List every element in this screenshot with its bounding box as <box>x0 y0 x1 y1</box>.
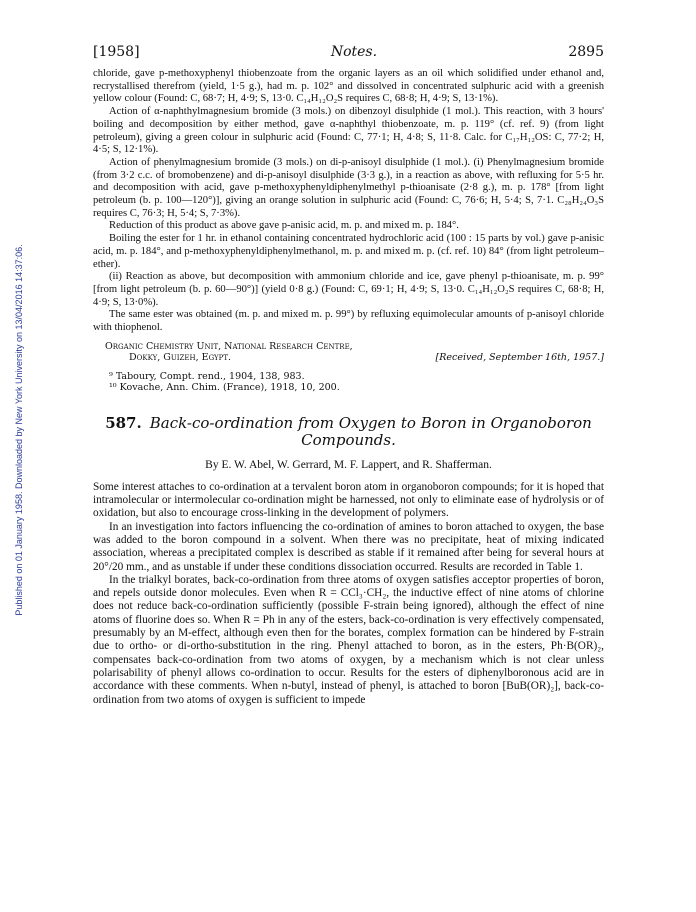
paragraph: chloride, gave p-methoxyphenyl thiobenzoate from the organic layers as an oil which solidified under ethanol and, recrystallised therefrom (yield, 1·5 g.), had m. p. 102° and dissolved in concentrated sulphuric acid with a greenish yellow colour (Found: C, 68·7; H, 4·9; S, 13·0. C₁₄H₁₂O₂S requires C, 68·8; H, 4·9; S, 13·1%). <box>93 68 604 105</box>
running-header <box>93 44 604 60</box>
paragraph: Boiling the ester for 1 hr. in ethanol containing concentrated hydrochloric acid (100 : 15 parts by vol.) gave p-anisic acid, m. p. 184°, and p-methoxyphenyldiphenylmethanol, m. p. and mixed m. p. (cf. ref. 10) 84° (from light petroleum–ether). <box>93 233 604 270</box>
header-year: [1958] <box>93 44 140 60</box>
paragraph: Action of α-naphthylmagnesium bromide (3 mols.) on dibenzoyl disulphide (1 mol.). This reaction, with 3 hours' boiling and decomposition by either method, gave α-naphthyl thiobenzoate, m. p. 119° (cf. ref. 9) (from light petroleum), giving a green colour in sulphuric acid (Found: C, 77·1; H, 4·8; S, 11·8. Calc. for C₁₇H₁₂OS: C, 77·2; H, 4·5; S, 12·1%). <box>93 106 604 156</box>
article-number: 587. <box>105 413 142 432</box>
paragraph: Reduction of this product as above gave p-anisic acid, m. p. and mixed m. p. 184°. <box>109 220 459 232</box>
paragraph: In an investigation into factors influencing the co-ordination of amines to boron attached to oxygen, the base was added to the boron compound in a solvent. When there was no precipitate, heat of mixing indicated association, whereas a precipitated complex is described as stable if it remained after being for several hours at 20°/20 mm., and as unstable if under these conditions dissociation occurred. Results are recorded in Table 1. <box>93 520 604 573</box>
article-authors: By E. W. Abel, W. Gerrard, M. F. Lappert, and R. Shafferman. <box>205 458 492 471</box>
affiliation-address <box>93 341 353 363</box>
reference-item: ¹⁰ Kovache, Ann. Chim. (France), 1918, 10, 200. <box>109 381 340 393</box>
affiliation <box>93 341 604 363</box>
references <box>93 371 604 393</box>
reference-item: ⁹ Taboury, Compt. rend., 1904, 138, 983. <box>109 370 305 382</box>
article-title <box>93 415 604 449</box>
header-title: Notes. <box>330 44 378 60</box>
paragraph: Action of phenylmagnesium bromide (3 mols.) on di-p-anisoyl disulphide (1 mol.). (i) Phenylmagnesium bromide (from 3·2 c.c. of bromobenzene) and di-p-anisoyl disulphide (3·3 g.), in a reaction as above, with refluxing for 5·5 hr. and decomposition with acid, gave p-methoxyphenyldiphenylmethyl p-thioanisate (2·8 g.), m. p. 178° [from light petroleum (b. p. 100—120°)], giving an orange solution in sulphuric acid (Found: C, 76·6; H, 5·4; S, 7·1. C₂₈H₂₄O₃S requires C, 76·3; H, 5·4; S, 7·3%). <box>93 156 604 219</box>
header-page-number: 2895 <box>568 44 604 60</box>
page <box>93 44 604 707</box>
previous-article-tail <box>93 68 604 335</box>
received-date: [Received, September 16th, 1957.] <box>435 351 604 363</box>
paragraph: The same ester was obtained (m. p. and mixed m. p. 99°) by refluxing equimolecular amounts of p-anisoyl chloride with thiophenol. <box>93 309 604 334</box>
paragraph: Some interest attaches to co-ordination at a tervalent boron atom in organoboron compounds; for it is hoped that intramolecular or intermolecular co-ordination might be harnessed, not only to eliminate ease of hydrolysis or of oxidation, but also to encourage cross-linking in the development of polymers. <box>93 480 604 520</box>
affiliation-line: Organic Chemistry Unit, National Research Centre, <box>105 340 353 352</box>
paragraph: (ii) Reaction as above, but decomposition with ammonium chloride and ice, gave phenyl p-thioanisate, m. p. 99° [from light petroleum (b. p. 60—90°)] (yield 0·8 g.) (Found: C, 69·1; H, 4·9; S, 13·0. C₁₄H₁₂O₂S requires C, 68·8; H, 4·9; S, 13·0%). <box>93 271 604 308</box>
download-notice-sidebar <box>0 150 24 710</box>
paragraph: In the trialkyl borates, back-co-ordination from three atoms of oxygen satisfies acceptor properties of boron, and repels outside donor molecules. Even when R = CCl₃·CH₂, the inductive effect of nine atoms of chlorine does not reduce back-co-ordination sufficiently (possible F-strain being ignored), although the effect of nine atoms of fluorine does so. When R = Ph in any of the esters, back-co-ordination is very effectively compensated, presumably by an M-effect, although even then for the borates, complex formation can be hindered by F-strain due to ortho- or di-ortho-substitution in the ring. Phenyl attached to boron, as in the esters, Ph·B(OR)₂, compensates back-co-ordination from two atoms of oxygen, by a mechanism which is not clear unless polarisability of phenyl allows co-ordination to occur. Results for the esters of diphenylboronous acid are in accordance with these comments. When n-butyl, instead of phenyl, is attached to boron [BuB(OR)₂], back-co-ordination from two atoms of oxygen is sufficient to impede <box>93 573 604 706</box>
article-title-text: Back-co-ordination from Oxygen to Boron in Organoboron Compounds. <box>149 413 592 449</box>
affiliation-line: Dokky, Guizeh, Egypt. <box>129 351 232 363</box>
download-notice-text: Published on 01 January 1958. Downloaded by New York University on 13/04/2016 14:37:06. <box>14 244 24 616</box>
article-body <box>93 481 604 707</box>
